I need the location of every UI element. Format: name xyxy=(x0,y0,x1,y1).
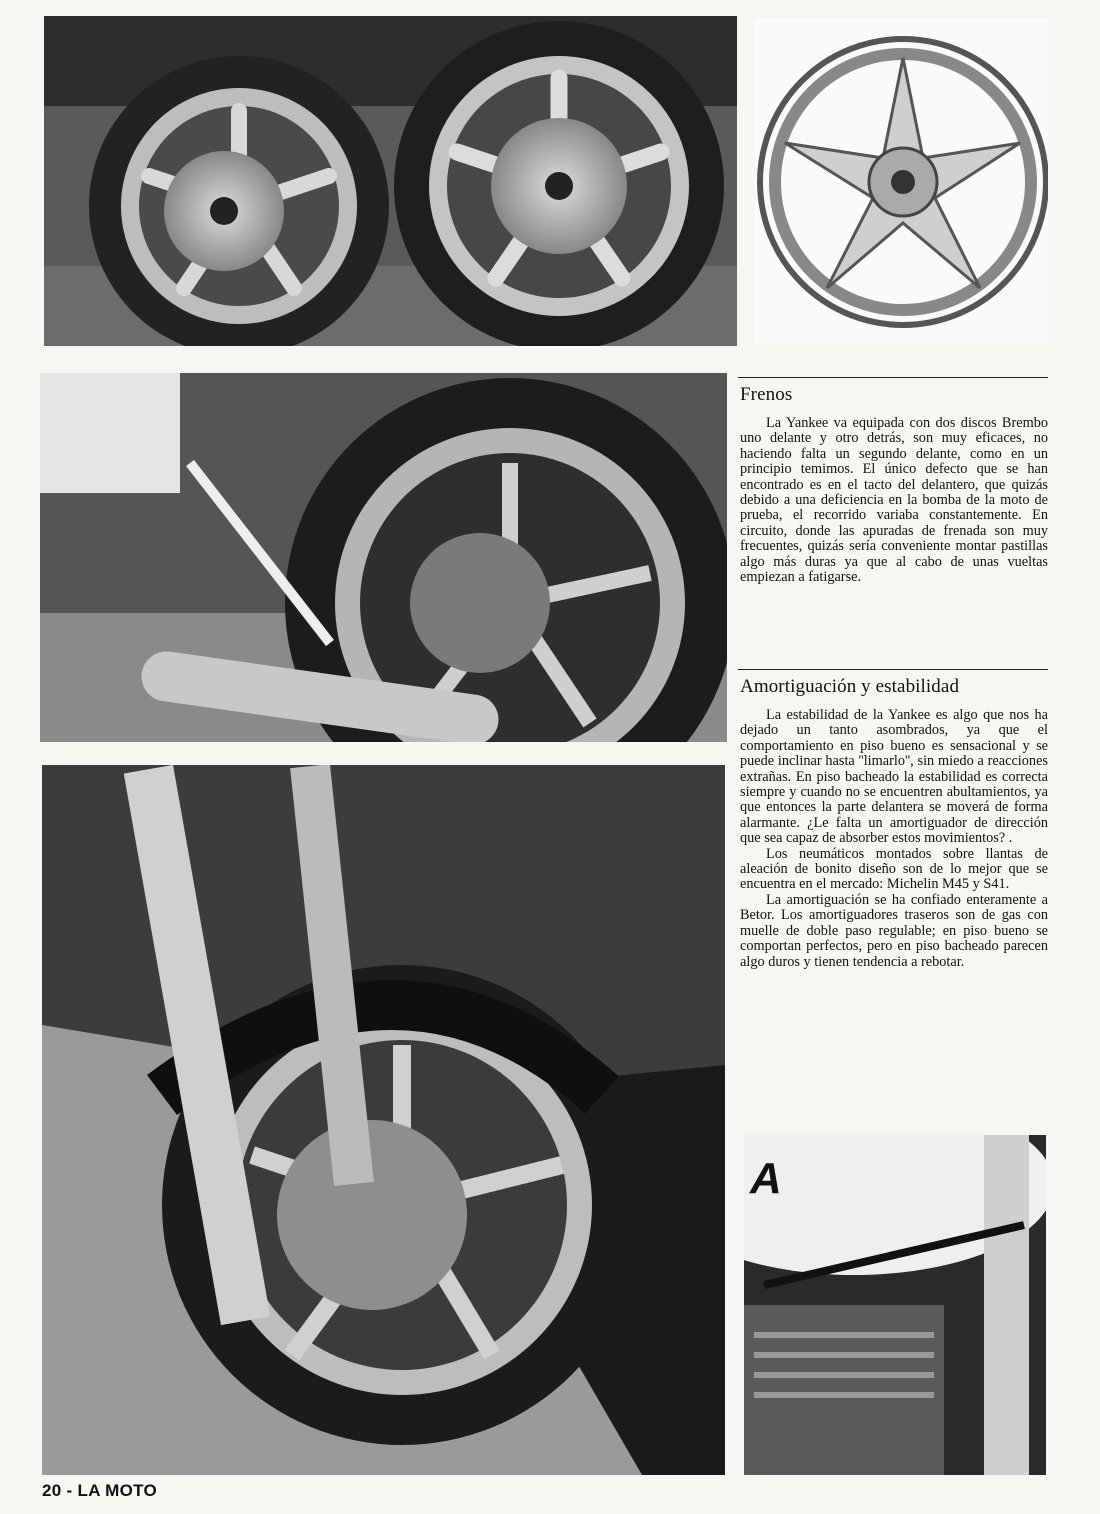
photo-front-wheel xyxy=(42,765,725,1475)
photo-rear-suspension xyxy=(40,373,727,742)
section-heading-frenos: Frenos xyxy=(740,384,793,405)
section-frenos xyxy=(738,377,1048,585)
section-rule xyxy=(738,669,1048,670)
section-amortiguacion xyxy=(738,669,1048,970)
amortiguacion-paragraph-3: La amortiguación se ha confiado enteramente a Betor. Los amortiguadores traseros son de gas con muelle de doble paso regulable; en piso bueno se comportan perfectos, pero en piso bacheado parecen algo duros y tienen tendencia a rebotar. xyxy=(740,891,1048,970)
section-rule xyxy=(738,377,1048,378)
tank-lettering: A xyxy=(750,1154,782,1203)
photo-two-wheels xyxy=(44,16,737,346)
page-footer: 20 - LA MOTO xyxy=(42,1481,158,1500)
photo-engine xyxy=(744,1135,1046,1475)
amortiguacion-paragraph-2: Los neumáticos montados sobre llantas de aleación de bonito diseño son de lo mejor que se encuentra en el mercado: Michelin M45 y S41. xyxy=(740,845,1048,893)
amortiguacion-paragraph-1: La estabilidad de la Yankee es algo que nos ha dejado un tanto asombrados, ya que el comportamiento en piso bueno es sensacional y se puede inclinar hasta ''limarlo'', sin miedo a reacciones extrañas. En piso bacheado la estabilidad es correcta siempre y cuando no se encuentren abultamientos, ya que entonces la parte delantera se moverá de forma alarmante. ¿Le falta un amortiguador de dirección que sea capaz de absorber estos movimientos? . xyxy=(740,707,1048,847)
photo-star-wheel xyxy=(755,18,1048,344)
section-heading-amortiguacion: Amortiguación y estabilidad xyxy=(740,676,960,697)
frenos-paragraph: La Yankee va equipada con dos discos Brembo uno delante y otro detrás, son muy eficaces, no haciendo falta un segundo delante, como en un principio temimos. El único defecto que se han encontrado es en el tacto del delantero, que quizás debido a una deficiencia en la bomba de la moto de prueba, el recorrido variaba constantemente. En circuito, donde las apuradas de frenada son muy frecuentes, quizás sería conveniente montar pastillas algo más duras ya que al cabo de unas vueltas empiezan a fatigarse. xyxy=(740,415,1048,586)
